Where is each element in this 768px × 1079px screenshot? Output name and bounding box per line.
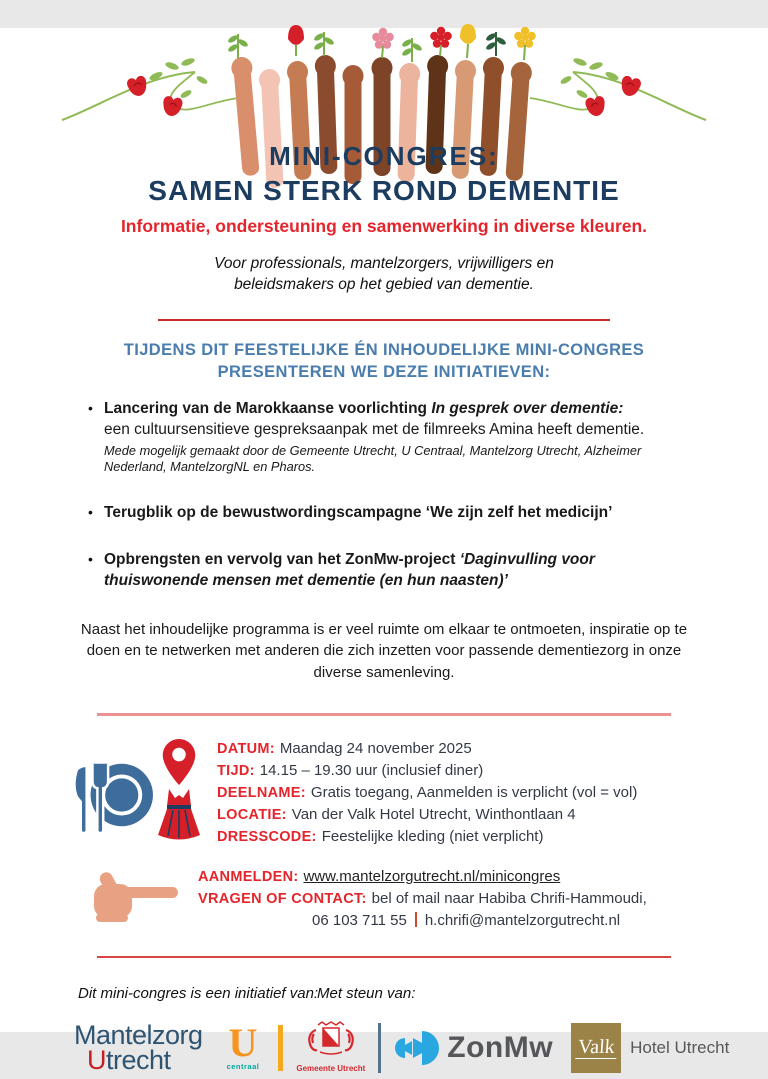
gemeente-utrecht-logo: Gemeente Utrecht [296,1022,365,1073]
vragen-row: VRAGEN OF CONTACT: bel of mail naar Habiba Chrifi-Hammoudi, [198,889,647,907]
footer-labels [0,985,768,1003]
page-title-line1: MINI-CONGRES: [269,141,499,171]
aanmelden-row: AANMELDEN: www.mantelzorgutrecht.nl/minicongres [198,867,561,885]
aanmelden-link[interactable]: www.mantelzorgutrecht.nl/minicongres [303,867,561,885]
contact-block [92,866,768,932]
detail-row-deelname: DEELNAME: Gratis toegang, Aanmelden is verplicht (vol = vol) [217,783,638,801]
dinner-plate-fork-icon [73,755,151,835]
slate-divider-bar [378,1023,381,1073]
valk-hotel-logo: Valk Hotel Utrecht [571,1023,729,1073]
pointing-hand-icon [92,870,180,926]
support-label: Met steun van: [317,984,416,1002]
detail-row-tijd: TIJD: 14.15 – 19.30 uur (inclusief diner) [217,761,484,779]
detail-row-dresscode: DRESSCODE: Feestelijke kleding (niet verplicht) [217,827,544,845]
partner-logos-row [74,1017,768,1079]
closing-paragraph: Naast het inhoudelijke programma is er veel ruimte om elkaar te ontmoeten, inspiratie op te doen en te netwerken met anderen die zich inzetten voor passende dementiezorg in onze diverse samenleving. [80,620,688,682]
gemeente-utrecht-crest-icon [300,1022,362,1058]
detail-rows [217,738,637,848]
phone-email-row [312,910,647,932]
zonmw-logo-icon [395,1031,439,1065]
zonmw-logo: ZonMw [395,1031,553,1065]
section-heading: TIJDENS DIT FEESTELIJKE ÉN INHOUDELIJKE MINI-CONGRES PRESENTEREN WE DEZE INITIATIEVEN: [123,340,645,381]
initiative-item-3: • Opbrengsten en vervolg van het ZonMw-project ‘Daginvulling voor thuiswonende mensen met dementie (en hun naasten)’ [84,550,684,591]
event-details [73,733,768,848]
u-centraal-logo: U centraal [226,1019,260,1071]
audience-text: Voor professionals, mantelzorgers, vrijwilligers en beleidsmakers op het gebied van dementie. [214,255,554,293]
initiative-credit: Mede mogelijk gemaakt door de Gemeente Utrecht, U Centraal, Mantelzorg Utrecht, Alzheimer Nederland, MantelzorgNL en Pharos. [104,442,642,475]
detail-row-locatie: LOCATIE: Van der Valk Hotel Utrecht, Winthontlaan 4 [217,805,576,823]
detail-row-datum: DATUM: Maandag 24 november 2025 [217,739,472,757]
separator-bar [415,912,417,927]
valk-hotel-label: Hotel Utrecht [630,1037,730,1057]
divider-bottom [97,956,671,958]
page-title-line2: SAMEN STERK ROND DEMENTIE [148,175,620,206]
phone-number: 06 103 711 55 [312,911,407,929]
mantelzorg-utrecht-logo: Mantelzorg Utrecht [74,1019,203,1075]
email-address[interactable]: h.chrifi@mantelzorgutrecht.nl [424,911,621,929]
dress-icon [156,789,202,841]
flyer-page [0,28,768,1075]
orange-divider-bar [278,1025,283,1071]
divider-top [158,319,610,321]
page-subtitle: Informatie, ondersteuning en samenwerking in diverse kleuren. [120,216,648,236]
initiative-item-2: • Terugblik op de bewustwordingscampagne ‘We zijn zelf het medicijn’ [84,503,684,524]
hands-with-flowers-illustration [60,28,708,133]
initiative-label: Dit mini-congres is een initiatief van: [78,984,319,1002]
divider-middle [97,713,671,716]
initiatives-list [84,399,684,591]
initiative-item-1: • Lancering van de Marokkaanse voorlichting In gesprek over dementie: een cultuursensitieve gespreksaanpak met de filmreeks Amina heeft dementie. Mede mogelijk gemaakt door de Gemeente Utrecht, U Centraal, Mantelzorg Utrecht, Alzheimer Nederland, MantelzorgNL en Pharos. [84,399,684,475]
contact-rows [198,866,647,932]
location-pin-icon [162,739,196,785]
